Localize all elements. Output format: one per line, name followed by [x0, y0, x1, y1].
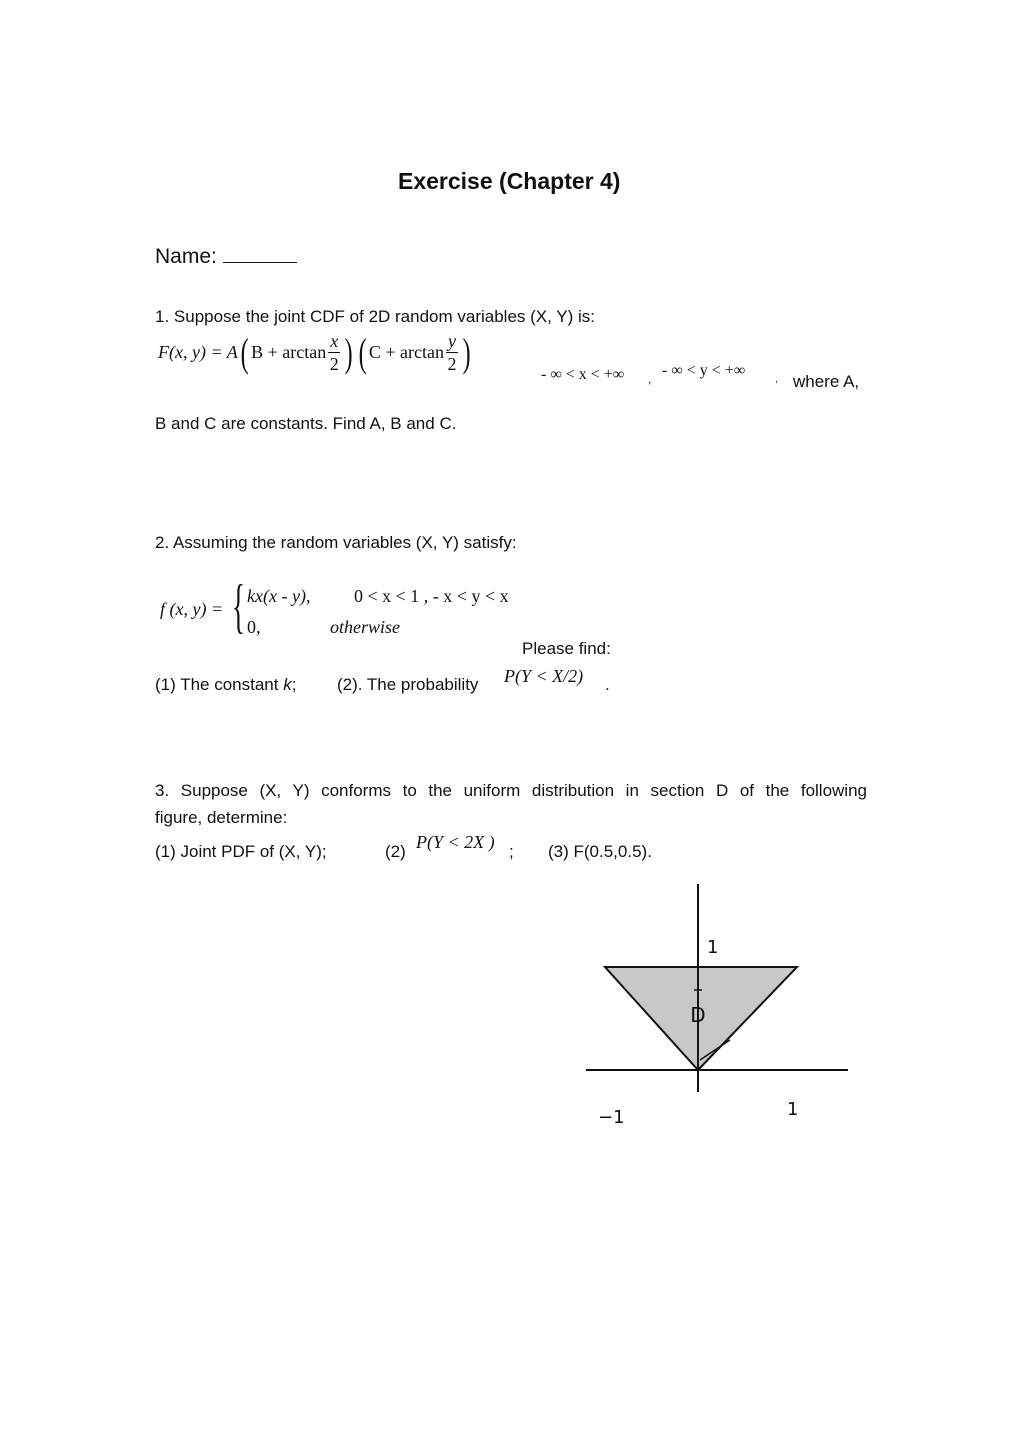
q2-prob-expr: P(Y < X/2) — [504, 666, 584, 686]
q1-range-x: - ∞ < x < +∞ — [541, 366, 625, 383]
q3-part3: (3) F(0.5,0.5). — [548, 842, 652, 861]
q2-case2-cond: otherwise — [330, 617, 400, 637]
x-axis-label-neg1: −1 — [598, 1107, 625, 1128]
q2-part2: (2). The probability — [337, 675, 479, 694]
q2-case1-expr-text: kx(x - y), — [247, 586, 311, 606]
q1-frac2-den: 2 — [447, 354, 457, 374]
q3-intro-line2: figure, determine: — [155, 808, 288, 827]
q2-part1-prefix: (1) The constant — [155, 675, 284, 694]
q1-tail: where A, — [793, 372, 860, 391]
page-title: Exercise (Chapter 4) — [398, 168, 621, 194]
q1-comma-1: , — [648, 372, 652, 386]
q1-paren-open-1: ( — [240, 329, 249, 375]
name-line — [155, 244, 297, 269]
q1-frac1-num: x — [330, 331, 339, 351]
q1-frac-1 — [328, 332, 340, 373]
q1-frac-2 — [446, 332, 458, 373]
q3-semicolon: ; — [509, 842, 514, 861]
q2-case1-expr — [247, 586, 310, 607]
q1-range-y: - ∞ < y < +∞ — [662, 362, 746, 379]
q1-frac2-num: y — [448, 331, 457, 351]
q2-part1 — [155, 675, 296, 695]
q1-paren-open-2: ( — [358, 329, 367, 375]
name-blank — [223, 244, 297, 263]
q1-paren-close-2: ) — [462, 329, 471, 375]
q3-part1: (1) Joint PDF of (X, Y); — [155, 842, 327, 861]
q1-term1-prefix: B + arctan — [251, 342, 327, 362]
q1-formula — [158, 329, 473, 375]
q1-lhs: F(x, y) = A — [158, 342, 238, 362]
q3-prob-expr: P(Y < 2X ) — [416, 832, 495, 852]
q1-term2-prefix: C + arctan — [368, 342, 445, 362]
q2-intro: 2. Assuming the random variables (X, Y) satisfy: — [155, 533, 517, 552]
y-axis-label-1: 1 — [707, 937, 719, 958]
x-axis-label-1: 1 — [787, 1099, 799, 1120]
q2-part1-suffix: ; — [291, 675, 297, 694]
q1-frac1-den: 2 — [329, 354, 339, 374]
q1-continuation: B and C are constants. Find A, B and C. — [155, 414, 457, 433]
q2-period: . — [605, 675, 610, 694]
q2-case2-expr: 0, — [247, 617, 261, 637]
q2-lhs — [160, 599, 223, 620]
q2-lhs-text: f (x, y) = — [160, 599, 224, 619]
q3-part2-label: (2) — [385, 842, 406, 861]
q3-intro-line1: 3. Suppose (X, Y) conforms to the uniform distribution in section D of the following — [155, 781, 867, 800]
q2-part1-var: k — [283, 675, 292, 694]
q2-brace: { — [232, 573, 245, 639]
q2-please-find: Please find: — [522, 639, 611, 658]
region-d-figure — [580, 880, 860, 1130]
q1-intro: 1. Suppose the joint CDF of 2D random variables (X, Y) is: — [155, 307, 595, 326]
name-label: Name: — [155, 245, 223, 268]
region-d-label: D — [690, 1003, 706, 1027]
q1-comma-2: , — [775, 374, 778, 385]
q2-case1-cond: 0 < x < 1 , - x < y < x — [354, 586, 509, 606]
q1-paren-close-1: ) — [344, 329, 353, 375]
